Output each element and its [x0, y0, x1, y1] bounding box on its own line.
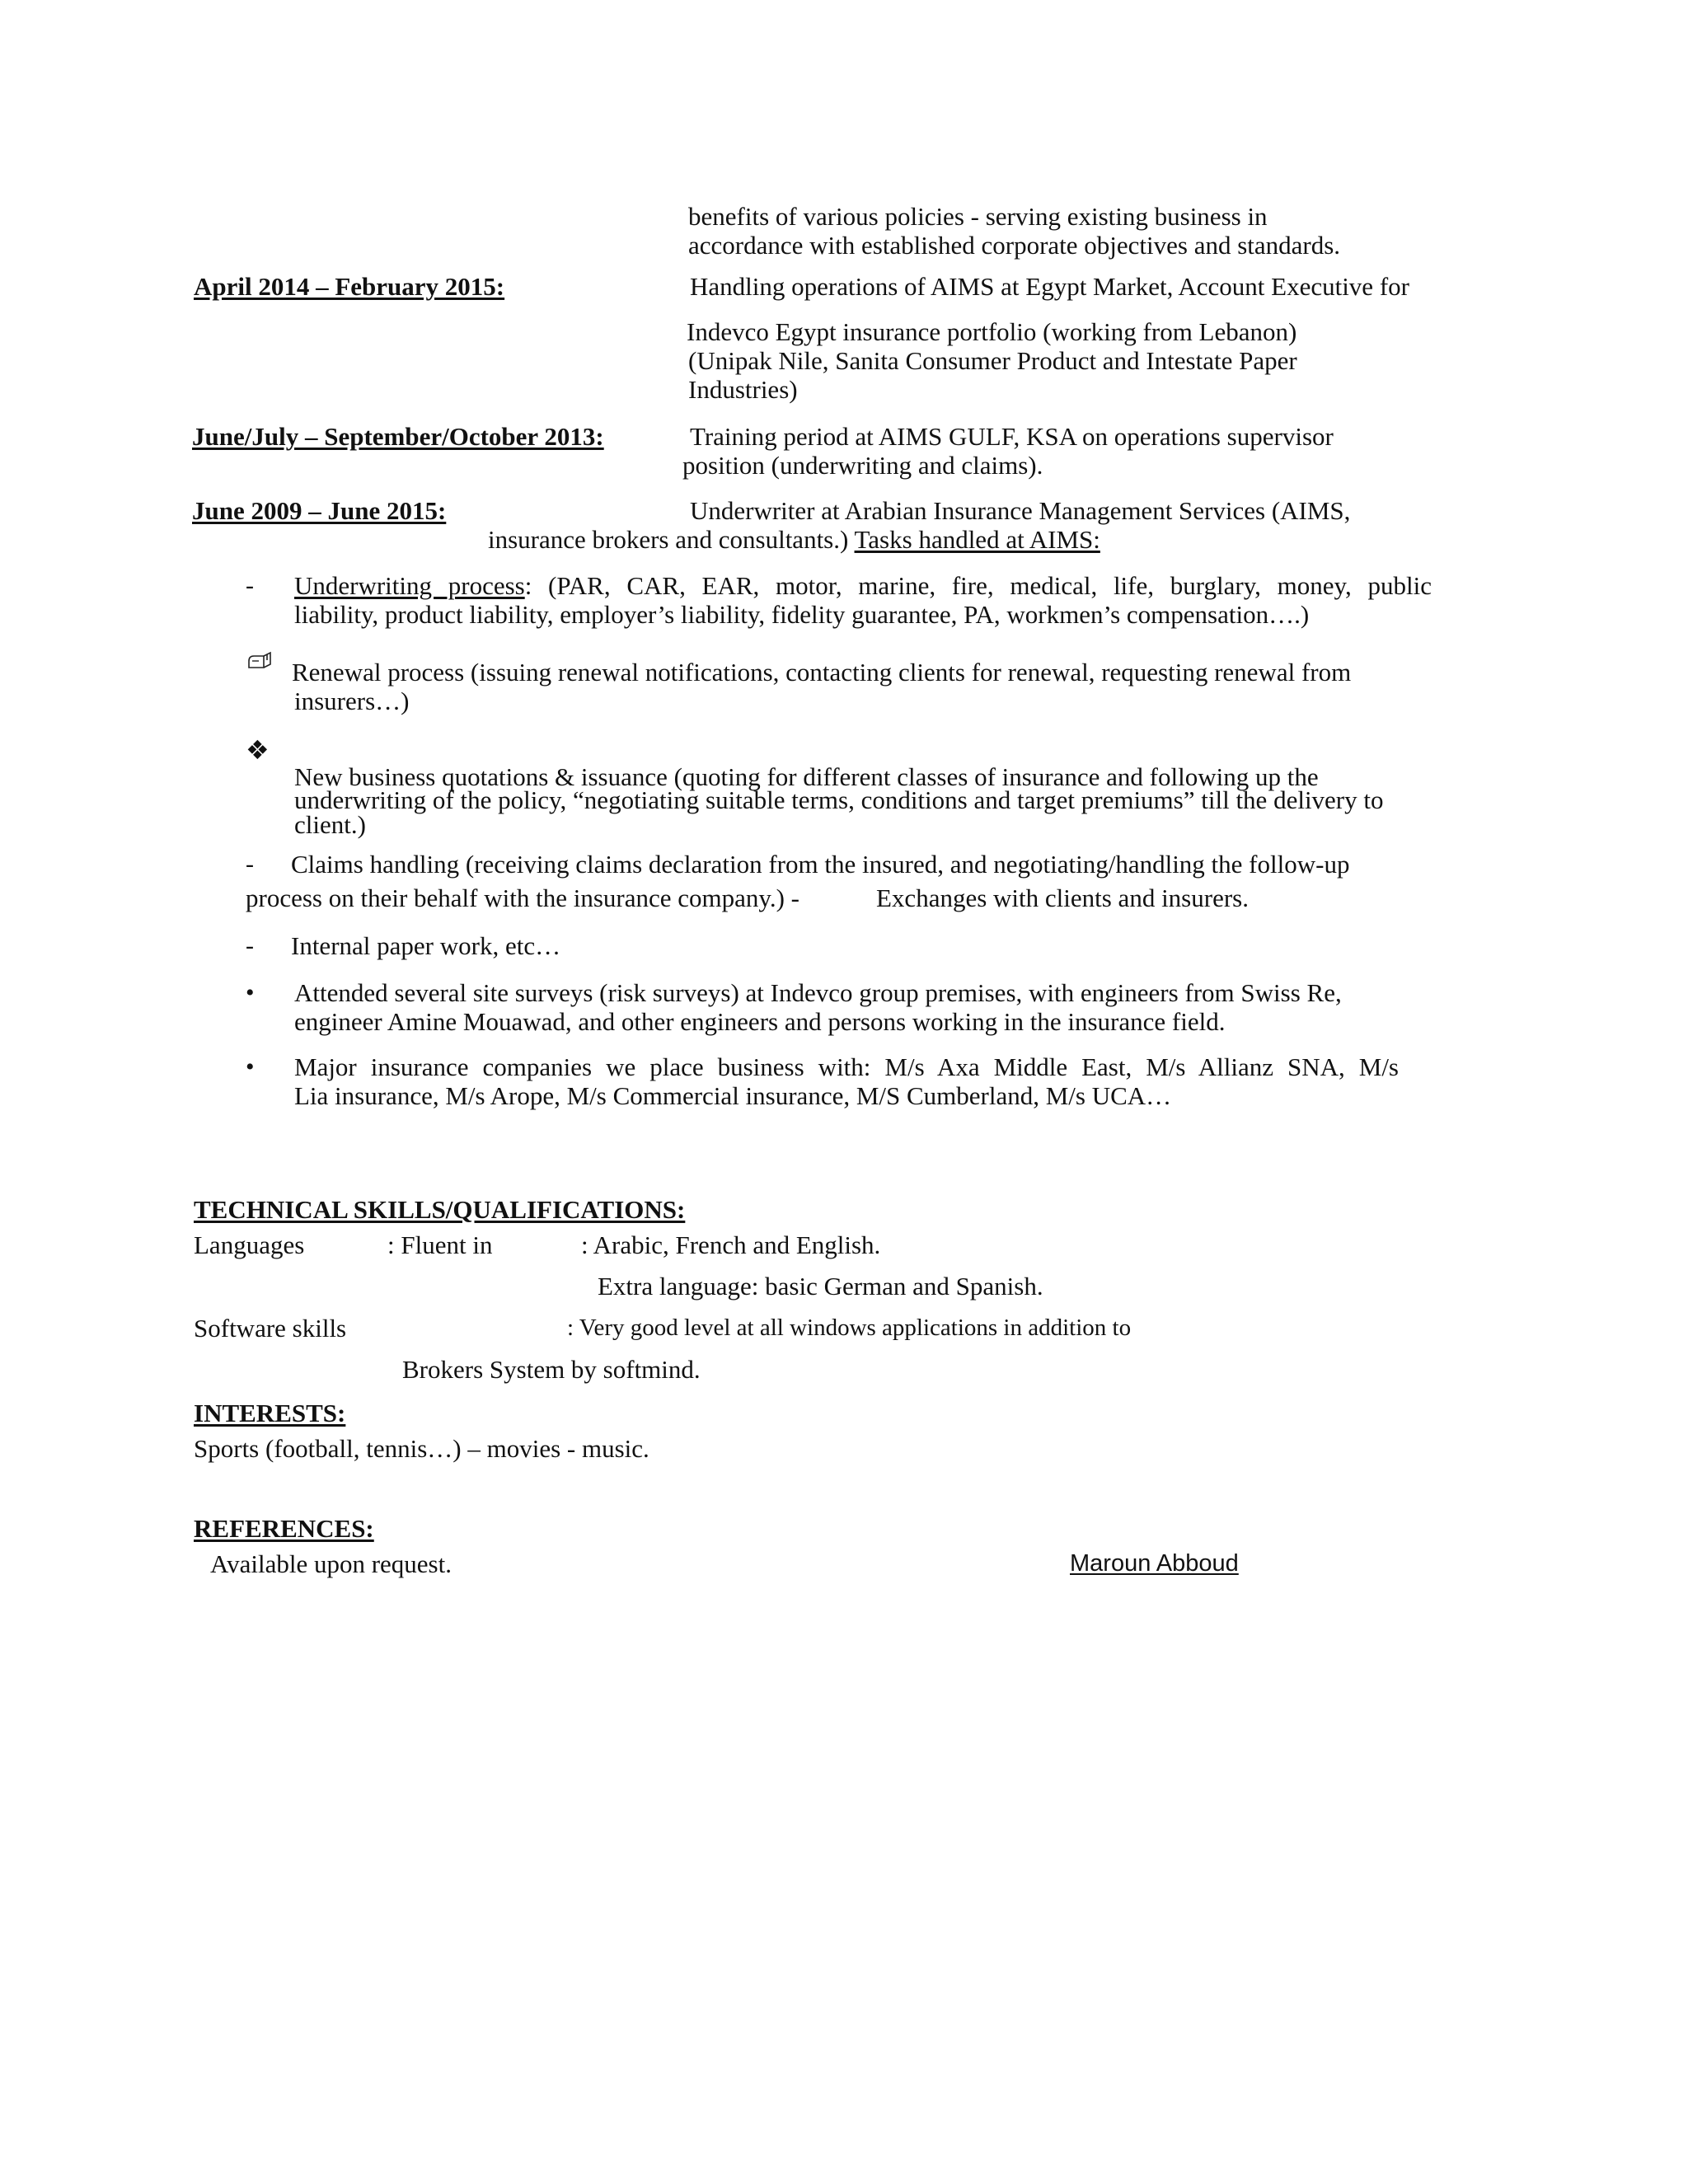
signature-name: Maroun Abboud [1070, 1550, 1239, 1577]
task-surveys-line-2: engineer Amine Mouawad, and other engineers and persons working in the insurance field. [294, 1007, 1226, 1036]
skills-heading: TECHNICAL SKILLS/QUALIFICATIONS: [194, 1195, 686, 1224]
task-surveys-line-1: Attended several site surveys (risk surveys) at Indevco group premises, with engineers from Swiss Re, [294, 978, 1342, 1007]
entry-text: (Unipak Nile, Sanita Consumer Product and Intestate Paper [688, 346, 1297, 375]
languages-label: Languages [194, 1230, 305, 1259]
diamond-bullet-icon: ❖ [246, 734, 270, 766]
entry-text: position (underwriting and claims). [682, 451, 1043, 480]
references-heading: REFERENCES: [194, 1514, 374, 1543]
entry-date-jun2009: June 2009 – June 2015: [192, 496, 447, 525]
software-value-2: Brokers System by softmind. [402, 1355, 701, 1384]
mailbox-icon [246, 648, 275, 668]
fluent-label: : Fluent in [387, 1230, 493, 1259]
tasks-heading: Tasks handled at AIMS: [854, 525, 1100, 554]
entry-text: Underwriter at Arabian Insurance Management Services (AIMS, [690, 496, 1351, 525]
task-underwriting-line-2: liability, product liability, employer’s liability, fidelity guarantee, PA, workmen’s compensation….) [294, 600, 1310, 629]
intro-line-2: accordance with established corporate objectives and standards. [688, 231, 1341, 260]
task-claims-line-2: process on their behalf with the insurance company.) - [246, 883, 800, 912]
entry-text: Handling operations of AIMS at Egypt Market, Account Executive for [690, 272, 1409, 301]
entry-text [488, 525, 1100, 554]
interests-heading: INTERESTS: [194, 1399, 346, 1427]
dash-bullet: - [246, 572, 254, 599]
underwriting-label: Underwriting process [294, 571, 525, 600]
task-newbiz-line-2: underwriting of the policy, “negotiating suitable terms, conditions and target premiums” till the delivery to [294, 785, 1384, 814]
entry-text: Industries) [688, 375, 798, 404]
references-text: Available upon request. [210, 1549, 452, 1578]
extra-language: Extra language: basic German and Spanish. [598, 1272, 1043, 1301]
task-newbiz-line-1: New business quotations & issuance (quoting for different classes of insurance and following up the [294, 762, 1319, 791]
task-renewal-line-1: Renewal process (issuing renewal notifications, contacting clients for renewal, requesting renewal from [292, 658, 1352, 687]
task-paperwork: Internal paper work, etc… [291, 931, 561, 960]
software-value: : Very good level at all windows applications in addition to [567, 1315, 1132, 1341]
task-insurers-line-2: Lia insurance, M/s Arope, M/s Commercial insurance, M/S Cumberland, M/s UCA… [294, 1081, 1172, 1110]
fluent-value: : Arabic, French and English. [581, 1230, 881, 1259]
round-bullet: • [246, 1053, 255, 1080]
underwriting-text: : (PAR, CAR, EAR, motor, marine, fire, medical, life, burglary, money, public [524, 571, 1432, 600]
entry-text: Indevco Egypt insurance portfolio (working from Lebanon) [687, 317, 1297, 346]
task-insurers-line-1: Major insurance companies we place business with: M/s Axa Middle East, M/s Allianz SNA, M/s [294, 1052, 1399, 1081]
dash-bullet: - [246, 851, 254, 878]
task-exchanges: Exchanges with clients and insurers. [876, 883, 1249, 912]
interests-text: Sports (football, tennis…) – movies - music. [194, 1434, 649, 1463]
entry-date-jun2013: June/July – September/October 2013: [192, 422, 604, 451]
task-underwriting-line-1 [294, 571, 1432, 600]
intro-line-1: benefits of various policies - serving existing business in [688, 202, 1268, 231]
task-claims-line-1: Claims handling (receiving claims declaration from the insured, and negotiating/handling the follow-up [291, 850, 1350, 879]
round-bullet: • [246, 979, 255, 1006]
task-renewal-line-2: insurers…) [294, 687, 410, 715]
entry-text: Training period at AIMS GULF, KSA on operations supervisor [690, 422, 1334, 451]
software-label: Software skills [194, 1314, 347, 1343]
task-newbiz-line-3: client.) [294, 810, 366, 839]
entry-text-part: insurance brokers and consultants.) [488, 525, 849, 554]
dash-bullet: - [246, 932, 254, 959]
entry-date-apr2014: April 2014 – February 2015: [194, 272, 505, 301]
